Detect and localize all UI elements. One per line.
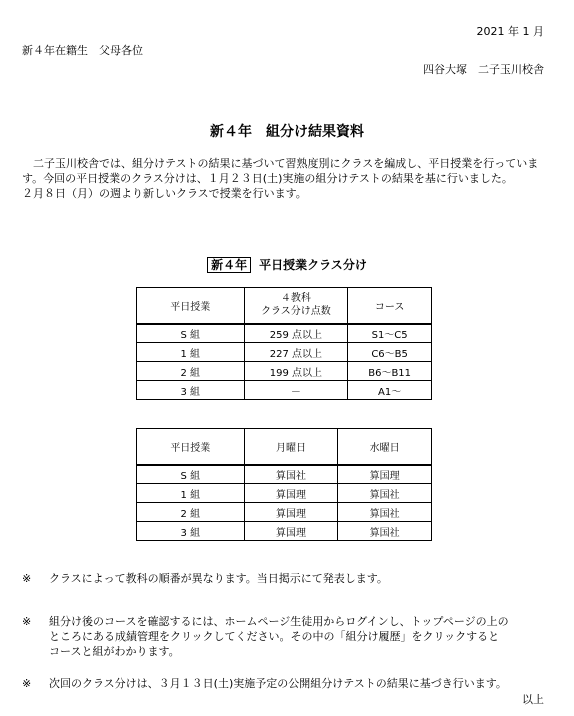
table-header-cell: 月曜日	[244, 429, 338, 465]
table-row	[137, 484, 432, 503]
table-row	[137, 362, 432, 381]
table-cell: 1 組	[137, 343, 245, 362]
note-text: クラスによって教科の順番が異なります。当日掲示にて発表します。	[49, 572, 388, 585]
subtitle-text: 平日授業クラス分け	[259, 258, 367, 272]
note-mark: ※	[22, 677, 32, 690]
table-cell: 算国社	[338, 522, 432, 541]
table-row	[137, 503, 432, 522]
table-cell: 3 組	[137, 522, 245, 541]
table-cell: B6～B11	[348, 362, 432, 381]
table-cell: S 組	[137, 324, 245, 343]
table-cell: 259 点以上	[244, 324, 348, 343]
table-cell: 3 組	[137, 381, 245, 400]
note-1	[22, 571, 388, 586]
table-cell: A1～	[348, 381, 432, 400]
table-cell: 算国社	[244, 465, 338, 484]
note-text: 次回のクラス分けは、３月１３日(土)実施予定の公開組分けテストの結果に基づき行います。	[49, 677, 507, 690]
table-cell: 2 組	[137, 362, 245, 381]
table-cell: C6～B5	[348, 343, 432, 362]
table-row	[137, 465, 432, 484]
note-mark: ※	[22, 572, 32, 585]
table-cell: 算国理	[244, 484, 338, 503]
intro-paragraph-2: ２月８日（月）の週より新しいクラスで授業を行います。	[22, 187, 307, 200]
section-subtitle	[0, 256, 574, 273]
class-score-table	[136, 287, 432, 400]
addressee: 新４年在籍生 父母各位	[22, 44, 143, 57]
document-title: 新４年 組分け結果資料	[210, 124, 364, 140]
note-text: 組分け後のコースを確認するには、ホームページ生徒用からログインし、トップページの上の	[49, 615, 509, 628]
table-cell: 算国理	[244, 503, 338, 522]
table-header-cell: 水曜日	[338, 429, 432, 465]
table-row	[137, 522, 432, 541]
document-date: 2021 年 1 月	[476, 25, 544, 38]
table-cell: 算国理	[244, 522, 338, 541]
grade-box-label: 新４年	[207, 257, 251, 273]
table-cell: 227 点以上	[244, 343, 348, 362]
table-cell: 199 点以上	[244, 362, 348, 381]
table-cell: S 組	[137, 465, 245, 484]
note-text: コースと組がわかります。	[49, 645, 180, 658]
table-header-cell: コース	[348, 288, 432, 324]
note-text: ところにある成績管理をクリックしてください。その中の「組分け履歴」をクリックすると	[49, 630, 500, 643]
weekday-subject-table	[136, 428, 432, 541]
table-cell: －	[244, 381, 348, 400]
table-row	[137, 324, 432, 343]
table-row	[137, 343, 432, 362]
intro-text	[22, 156, 552, 201]
table-header-cell: ４教科 クラス分け点数	[244, 288, 348, 324]
table-header-cell: 平日授業	[137, 288, 245, 324]
table-header-cell: 平日授業	[137, 429, 245, 465]
sender: 四谷大塚 二子玉川校舎	[423, 63, 544, 76]
table-cell: 2 組	[137, 503, 245, 522]
table-cell: 算国社	[338, 484, 432, 503]
intro-paragraph-1: 二子玉川校舎では、組分けテストの結果に基づいて習熟度別にクラスを編成し、平日授業を行っています。今回の平日授業のクラス分けは、１月２３日(土)実施の組分けテストの結果を基に行いました。	[22, 157, 539, 185]
table-cell: S1～C5	[348, 324, 432, 343]
table-cell: 1 組	[137, 484, 245, 503]
closing-text: 以上	[522, 693, 544, 706]
note-2	[22, 614, 509, 659]
note-3	[22, 676, 507, 691]
table-cell: 算国理	[338, 465, 432, 484]
table-cell: 算国社	[338, 503, 432, 522]
note-mark: ※	[22, 615, 32, 628]
table-row	[137, 381, 432, 400]
